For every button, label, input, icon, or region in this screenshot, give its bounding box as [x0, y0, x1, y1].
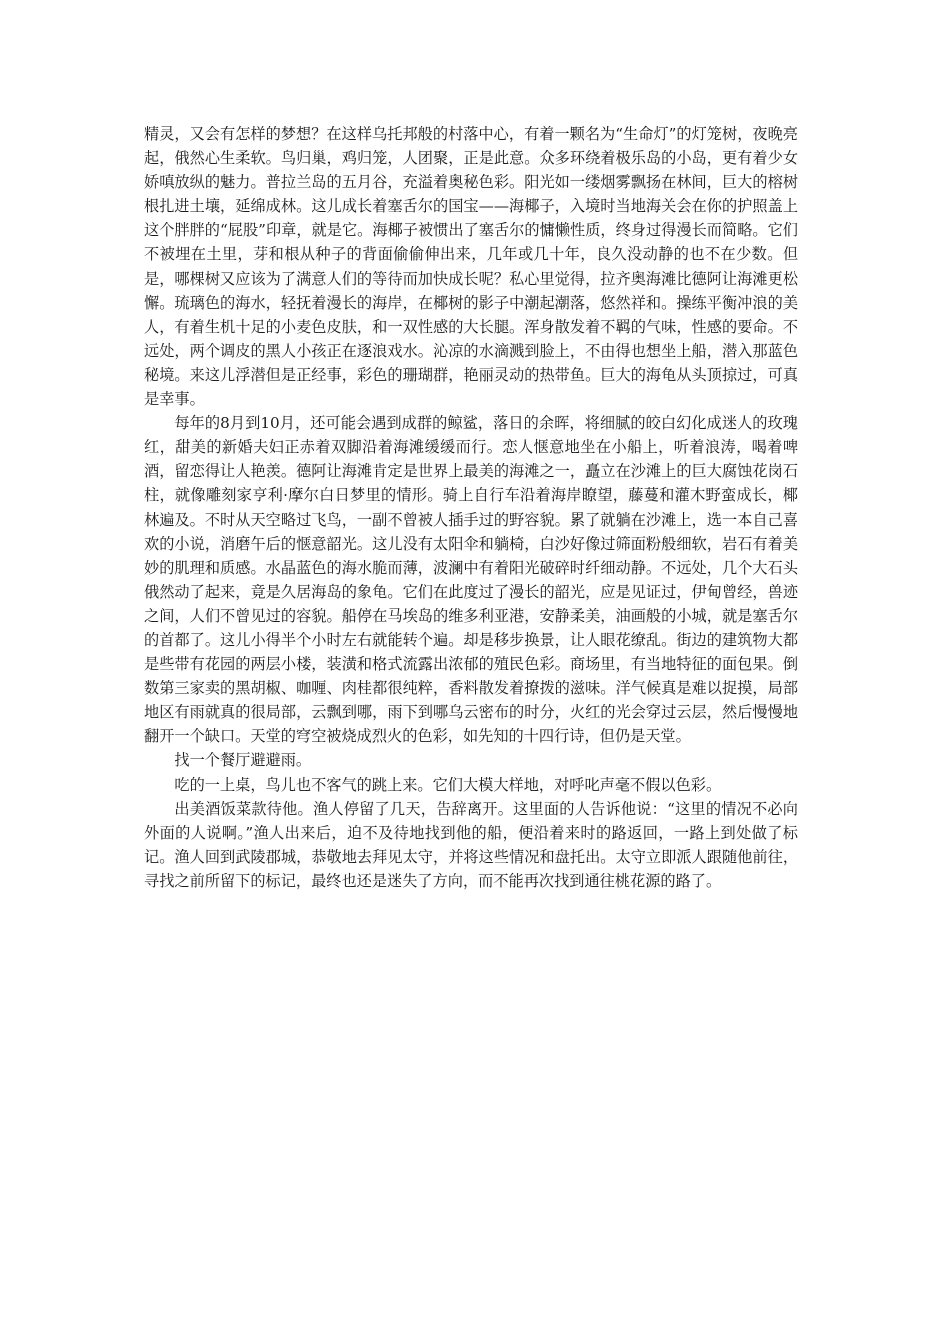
paragraph-3: 找一个餐厅避避雨。 — [174, 751, 312, 770]
paragraph-1: 精灵，又会有怎样的梦想？在这样乌托邦般的村落中心，有着一颗名为“生命灯”的灯笼树，夜晚亮起，俄然心生柔软。鸟归巢，鸡归笼，人团聚，正是此意。众多环绕着极乐岛的小岛，更有着少女娇嗔放纵的魅力。普拉兰岛的五月谷，充溢着奥秘色彩。阳光如一缕烟雾飘扬在林间，巨大的榕树根扎进土壤，延绵成林。这儿成长着塞舌尔的国宝——海椰子，入境时当地海关会在你的护照盖上这个胖胖的“屁股”印章，就是它。海椰子被惯出了塞舌尔的慵懒性质，终身过得漫长而简略。它们不被埋在土里，芽和根从种子的背面偷偷伸出来，几年或几十年，良久没动静的也不在少数。但是，哪棵树又应该为了满意人们的等待而加快成长呢？私心里觉得，拉齐奥海滩比德阿让海滩更松懈。琉璃色的海水，轻抚着漫长的海岸，在椰树的影子中潮起潮落，悠然祥和。操练平衡冲浪的美人，有着生机十足的小麦色皮肤，和一双性感的大长腿。浑身散发着不羁的气味，性感的要命。不远处，两个调皮的黑人小孩正在逐浪戏水。沁凉的水滴溅到脸上，不由得也想坐上船，潜入那蓝色秘境。来这儿浮潜但是正经事，彩色的珊瑚群，艳丽灵动的热带鱼。巨大的海龟从头顶掠过，可真是幸事。 — [144, 125, 798, 409]
paragraph-4: 吃的一上桌，鸟儿也不客气的跳上来。它们大模大样地，对呼叱声毫不假以色彩。 — [174, 775, 722, 794]
paragraph-5: 出美酒饭菜款待他。渔人停留了几天，告辞离开。这里面的人告诉他说：“这里的情况不必向外面的人说啊。”渔人出来后，迫不及待地找到他的船，便沿着来时的路返回，一路上到处做了标记。渔人回到武陵郡城，恭敬地去拜见太守，并将这些情况和盘托出。太守立即派人跟随他前往，寻找之前所留下的标记，最终也还是迷失了方向，而不能再次找到通往桃花源的路了。 — [144, 799, 798, 890]
paragraph-2: 每年的8月到10月，还可能会遇到成群的鲸鲨，落日的余晖，将细腻的皎白幻化成迷人的玫瑰红，甜美的新婚夫妇正赤着双脚沿着海滩缓缓而行。恋人惬意地坐在小船上，听着浪涛，喝着啤酒，留恋得让人艳羡。德阿让海滩肯定是世界上最美的海滩之一，矗立在沙滩上的巨大腐蚀花岗石柱，就像雕刻家亨利·摩尔白日梦里的情形。骑上自行车沿着海岸瞭望，藤蔓和灌木野蛮成长，椰林遍及。不时从天空略过飞鸟，一副不曾被人插手过的野容貌。累了就躺在沙滩上，选一本自己喜欢的小说，消磨午后的惬意韶光。这儿没有太阳伞和躺椅，白沙好像过筛面粉般细软，岩石有着美妙的肌理和质感。水晶蓝色的海水脆而薄，波澜中有着阳光破碎时纤细动静。不远处，几个大石头俄然动了起来，竟是久居海岛的象龟。它们在此度过了漫长的韶光，应是见证过，伊甸曾经，兽迹之间，人们不曾见过的容貌。船停在马埃岛的维多利亚港，安静柔美，油画般的小城，就是塞舌尔的首都了。这儿小得半个小时左右就能转个遍。却是移步换景，让人眼花缭乱。街边的建筑物大都是些带有花园的两层小楼，装潢和格式流露出浓郁的殖民色彩。商场里，有当地特征的面包果。倒数第三家卖的黑胡椒、咖喱、肉桂都很纯粹，香料散发着撩拨的滋味。洋气候真是难以捉摸，局部地区有雨就真的很局部，云飘到哪，雨下到哪乌云密布的时分，火红的光会穿过云层，然后慢慢地翻开一个缺口。天堂的穹空被烧成烈火的色彩，如先知的十四行诗，但仍是天堂。 — [144, 414, 798, 746]
document-body — [144, 122, 798, 893]
